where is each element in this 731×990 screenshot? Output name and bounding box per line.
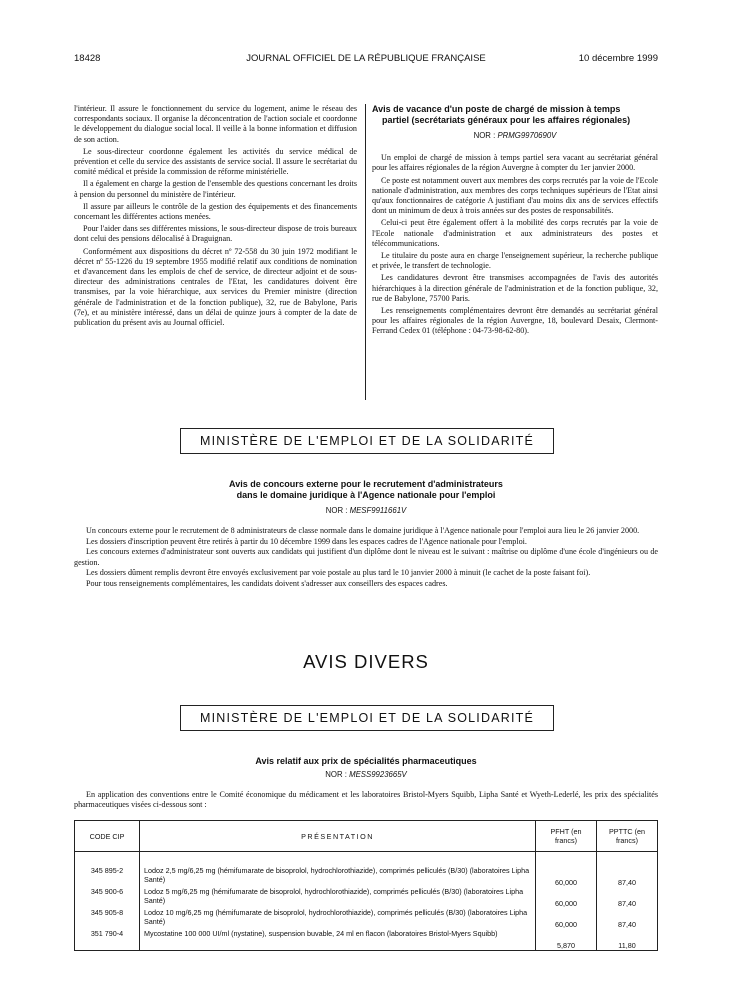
- paragraph: En application des conventions entre le Comité économique du médicament et les laboratoires Bristol-Myers Squibb, Lipha Santé et Wyeth-Lederlé, les prix des spécialités pharmaceutiques visées ci-dessous sont :: [74, 790, 658, 810]
- nor-code: MESS9923665V: [349, 770, 407, 779]
- cell-pfht: 60,000: [536, 866, 597, 887]
- cell-code: 351 790-4: [75, 929, 140, 951]
- table-row: [75, 929, 658, 951]
- price-table: [74, 820, 658, 951]
- issue-date: 10 décembre 1999: [578, 53, 658, 64]
- nor-reference: [372, 131, 658, 141]
- nor-label: NOR :: [325, 506, 348, 515]
- paragraph: Les renseignements complémentaires devront être demandés au secrétariat général pour les affaires régionales de la région Auvergne, 18, boulevard Desaix, Clermont-Ferrand Cedex 01 (téléphone : 04-73-98-62-80).: [372, 306, 658, 336]
- column-header-pfht: PFHT (en francs): [536, 821, 597, 852]
- paragraph: l'intérieur. Il assure le fonctionnement du service du logement, anime le réseau des correspondants sociaux. Il organise la déconcentration de l'action sociale et coordonne le développement du dialogue social local. Il veille à la bonne information et diffusion de son action.: [74, 104, 357, 144]
- prix-title: Avis relatif aux prix de spécialités pharmaceutiques: [255, 756, 477, 766]
- cell-code: 345 895-2: [75, 866, 140, 887]
- nor-reference: [74, 506, 658, 515]
- paragraph: Ce poste est notamment ouvert aux membres des corps recrutés par la voie de l'Ecole nationale d'administration, aux membres des corps techniques supérieurs de l'Etat ainsi qu'aux fonctionnaires de catégorie A justifiant d'au moins dix ans de services effectifs dont un minimum de deux à trois années sur des postes de responsabilités.: [372, 175, 658, 216]
- vacancy-notice-title: [372, 104, 658, 125]
- cell-code: 345 905-8: [75, 908, 140, 929]
- concours-title-line-2: dans le domaine juridique à l'Agence nationale pour l'emploi: [236, 489, 496, 500]
- paragraph: Pour tous renseignements complémentaires, les candidats doivent s'adresser aux conseillers des espaces cadres.: [86, 579, 448, 589]
- cell-presentation: Lodoz 5 mg/6,25 mg (hémifumarate de bisoprolol, hydrochlorothiazide), comprimés pelliculés (B/30) (laboratoires Lipha Santé): [140, 887, 536, 908]
- column-header-ppttc: PPTTC (en francs): [597, 821, 658, 852]
- left-column: [74, 104, 357, 330]
- column-header-presentation: PRÉSENTATION: [140, 821, 536, 852]
- paragraph: Les dossiers dûment remplis devront être envoyés exclusivement par voie postale au plus tard le 10 janvier 2000 à minuit (le cachet de la poste faisant foi).: [86, 568, 591, 578]
- ministry-banner: MINISTÈRE DE L'EMPLOI ET DE LA SOLIDARITÉ: [180, 705, 554, 731]
- cell-presentation: Lodoz 2,5 mg/6,25 mg (hémifumarate de bisoprolol, hydrochlorothiazide), comprimés pelliculés (B/30) (laboratoires Lipha Santé): [140, 866, 536, 887]
- paragraph: Celui-ci peut être également offert à la mobilité des corps recrutés par la voie de l'Ecole nationale d'administration et aux administrateurs des postes et télécommunications.: [372, 218, 658, 248]
- concours-title: [74, 479, 658, 500]
- concours-body: [74, 526, 658, 590]
- column-divider: [365, 104, 366, 400]
- vacancy-title-line-1: Avis de vacance d'un poste de chargé de mission à temps: [372, 104, 621, 114]
- paragraph: Un concours externe pour le recrutement de 8 administrateurs de classe normale dans le domaine juridique à l'Agence nationale pour l'emploi aura lieu le 26 janvier 2000.: [86, 526, 640, 535]
- page-header: [74, 53, 658, 67]
- nor-code: PRMG9970690V: [497, 131, 557, 140]
- paragraph: Conformément aux dispositions du décret nº 72-558 du 30 juin 1972 modifiant le décret nº 55-1226 du 19 septembre 1955 modifié relatif aux conditions de nomination et d'avancement dans les emplois de chef de service, de directeur adjoint et de sous-directeur des administrations centrales de l'Etat, les candidatures doivent être transmises, par la voie hiérarchique, aux services du Premier ministre (direction générale de l'administration et de la fonction publique), 32, rue de Babylone, Paris (7e), et au ministère intéressé, dans un délai de quinze jours à compter de la date de publication du présent avis au Journal officiel.: [74, 246, 357, 328]
- cell-pfht: 5,870: [536, 929, 597, 951]
- prix-intro: [74, 790, 658, 811]
- nor-label: NOR :: [473, 131, 496, 140]
- cell-presentation: Lodoz 10 mg/6,25 mg (hémifumarate de bisoprolol, hydrochlorothiazide), comprimés pelliculés (B/30) (laboratoires Lipha Santé): [140, 908, 536, 929]
- paragraph: Le sous-directeur coordonne également les activités du service médical de prévention et celle du service des assistants de service social. Il assure le secrétariat du comité médical et préside la commission de réforme ministérielle.: [74, 146, 357, 177]
- cell-ppttc: 87,40: [597, 866, 658, 887]
- paragraph: Pour l'aider dans ses différentes missions, le sous-directeur dispose de trois bureaux dont celui des pensions délocalisé à Draguignan.: [74, 224, 357, 244]
- nor-code: MESF9911661V: [349, 506, 407, 515]
- paragraph: Il assure par ailleurs le contrôle de la gestion des équipements et des financements concernant les différentes actions menées.: [74, 201, 357, 222]
- concours-title-line-1: Avis de concours externe pour le recrutement d'administrateurs: [229, 479, 503, 489]
- table-row: [75, 866, 658, 887]
- cell-code: 345 900-6: [75, 887, 140, 908]
- paragraph: Un emploi de chargé de mission à temps partiel sera vacant au secrétariat général pour les affaires régionales de la région Auvergne à compter du 1er janvier 2000.: [372, 153, 658, 173]
- table-row: [75, 908, 658, 929]
- cell-ppttc: 11,80: [597, 929, 658, 951]
- cell-ppttc: 87,40: [597, 908, 658, 929]
- ministry-banner: MINISTÈRE DE L'EMPLOI ET DE LA SOLIDARITÉ: [180, 428, 554, 454]
- vacancy-title-line-2: partiel (secrétariats généraux pour les affaires régionales): [382, 114, 631, 125]
- paragraph: Les dossiers d'inscription peuvent être retirés à partir du 10 décembre 1999 dans les espaces cadres de l'Agence nationale pour l'emploi.: [86, 536, 527, 546]
- cell-pfht: 60,000: [536, 908, 597, 929]
- table-header-row: [75, 821, 658, 852]
- section-heading: AVIS DIVERS: [303, 651, 429, 672]
- page-number: 18428: [74, 53, 101, 64]
- table-row: [75, 887, 658, 908]
- paragraph: Les concours externes d'administrateur sont ouverts aux candidats qui justifient d'un diplôme dont le niveau est le suivant : maîtrise ou diplôme d'une école d'ingénieurs ou de gestion.: [74, 547, 658, 567]
- cell-presentation: Mycostatine 100 000 UI/ml (nystatine), suspension buvable, 24 ml en flacon (laboratoires Bristol-Myers Squibb): [140, 929, 536, 951]
- nor-reference: [74, 770, 658, 779]
- column-header-code: CODE CIP: [75, 821, 140, 852]
- paragraph: Il a également en charge la gestion de l'ensemble des questions concernant les droits à pension du personnel du ministère de l'intérieur.: [74, 179, 357, 199]
- nor-label: NOR :: [325, 770, 347, 779]
- right-column: [372, 104, 658, 339]
- cell-pfht: 60,000: [536, 887, 597, 908]
- table-spacer-row: [75, 852, 658, 867]
- cell-ppttc: 87,40: [597, 887, 658, 908]
- paragraph: Les candidatures devront être transmises accompagnées de l'avis des autorités hiérarchiques à la direction générale de l'administration et de la fonction publique, 32, rue de Babylone, 75700 Paris.: [372, 273, 658, 303]
- journal-title: JOURNAL OFFICIEL DE LA RÉPUBLIQUE FRANÇAISE: [246, 53, 486, 64]
- paragraph: Le titulaire du poste aura en charge l'enseignement supérieur, la recherche publique et privée, le transfert de technologie.: [372, 251, 658, 271]
